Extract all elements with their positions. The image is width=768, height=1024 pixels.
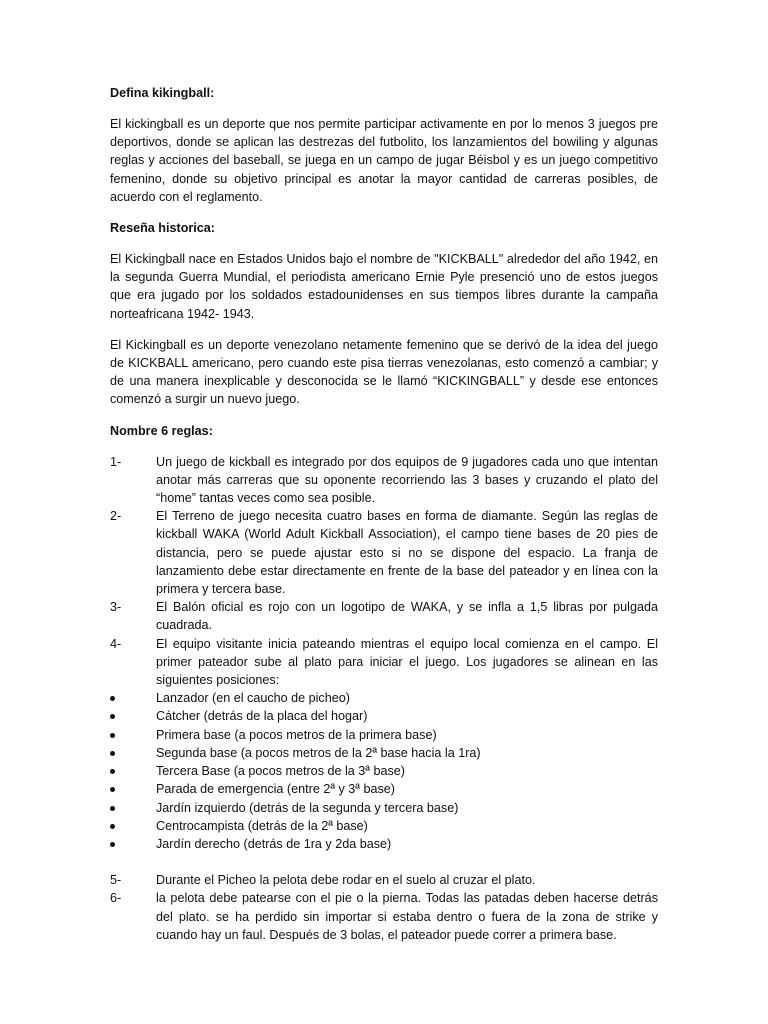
position-text: Parada de emergencia (entre 2ª y 3ª base)	[156, 782, 395, 797]
list-item	[110, 799, 658, 817]
rule-item	[110, 598, 658, 634]
position-text: Tercera Base (a pocos metros de la 3ª base)	[156, 764, 405, 779]
bullet-icon	[110, 707, 156, 725]
rule-text: la pelota debe patearse con el pie o la pierna. Todas las patadas deben hacerse detrás del plato. se ha perdido sin importar si estaba dentro o fuera de la zona de strike y cuando hay un faul. Después de 3 bolas, el pateador puede correr a primera base.	[156, 891, 658, 942]
list-item	[110, 817, 658, 835]
bullet-icon	[110, 799, 156, 817]
rule-text: El Balón oficial es rojo con un logotipo de WAKA, y se infla a 1,5 libras por pulgada cuadrada.	[156, 600, 658, 633]
position-text: Cátcher (detrás de la placa del hogar)	[156, 709, 368, 724]
list-item	[110, 726, 658, 744]
rules-list-b	[110, 871, 658, 944]
position-text: Jardín izquierdo (detrás de la segunda y tercera base)	[156, 800, 459, 815]
heading-rules: Nombre 6 reglas:	[110, 423, 213, 438]
bullet-icon	[110, 817, 156, 835]
position-text: Lanzador (en el caucho de picheo)	[156, 691, 350, 706]
list-item	[110, 689, 658, 707]
list-item	[110, 780, 658, 798]
rule-item	[110, 453, 658, 508]
bullet-icon	[110, 726, 156, 744]
rules-list-a	[110, 453, 658, 690]
list-item	[110, 762, 658, 780]
spacer	[110, 853, 658, 871]
rule-number: 2-	[110, 509, 122, 524]
bullet-icon	[110, 835, 156, 853]
rule-number: 5-	[110, 873, 122, 888]
paragraph-history-1: El Kickingball nace en Estados Unidos bajo el nombre de "KICKBALL" alrededor del año 1942, en la segunda Guerra Mundial, el periodista americano Ernie Pyle presenció uno de estos juegos que era jugado por los soldados estadounidenses en sus tiempos libres durante la campaña norteafricana 1942- 1943.	[110, 252, 658, 321]
rule-number: 1-	[110, 454, 122, 469]
rule-text: Un juego de kickball es integrado por dos equipos de 9 jugadores cada uno que intentan anotar más carreras que su oponente recorriendo las 3 bases y cruzando el plato del “home” tantas veces como sea posible.	[156, 454, 658, 506]
paragraph-define: El kickingball es un deporte que nos permite participar activamente en por lo menos 3 juegos pre deportivos, donde se aplican las destrezas del futbolito, los lanzamientos del bowiling y algunas reglas y acciones del baseball, se juega en un campo de jugar Béisbol y es un juego competitivo femenino, donde su objetivo principal es anotar la mayor cantidad de carreras posibles, de acuerdo con el reglamento.	[110, 117, 658, 204]
bullet-icon	[110, 689, 156, 707]
positions-list	[110, 689, 658, 853]
heading-define: Defina kikingball:	[110, 86, 215, 100]
list-item	[110, 744, 658, 762]
rule-text: Durante el Picheo la pelota debe rodar en el suelo al cruzar el plato.	[156, 873, 536, 888]
bullet-icon	[110, 744, 156, 762]
rule-text: El Terreno de juego necesita cuatro bases en forma de diamante. Según las reglas de kickball WAKA (World Adult Kickball Association), el campo tiene bases de 20 pies de distancia, pero se puede ajustar esto si no se dispone del espacio. La franja de lanzamiento debe estar directamente en frente de la base del pateador y en línea con la primera y tercera base.	[156, 509, 658, 597]
rule-number: 6-	[110, 891, 122, 906]
rule-item	[110, 635, 658, 690]
position-text: Centrocampista (detrás de la 2ª base)	[156, 818, 368, 833]
list-item	[110, 707, 658, 725]
bullet-icon	[110, 780, 156, 798]
position-text: Segunda base (a pocos metros de la 2ª base hacia la 1ra)	[156, 745, 481, 760]
position-text: Jardín derecho (detrás de 1ra y 2da base)	[156, 836, 392, 851]
rule-item	[110, 871, 658, 889]
paragraph-history-2: El Kickingball es un deporte venezolano netamente femenino que se derivó de la idea del juego de KICKBALL americano, pero cuando este pisa tierras venezolanas, esto comenzó a cambiar; y de una manera inexplicable y desconocida se le llamó “KICKINGBALL” y desde ese entonces comenzó a surgir un nuevo juego.	[110, 337, 658, 407]
rule-number: 3-	[110, 600, 122, 615]
rule-text: El equipo visitante inicia pateando mientras el equipo local comienza en el campo. El primer pateador sube al plato para iniciar el juego. Los jugadores se alinean en las siguientes posiciones:	[156, 636, 658, 688]
rule-item	[110, 889, 658, 944]
rule-number: 4-	[110, 636, 122, 651]
heading-history: Reseña historica:	[110, 221, 215, 236]
bullet-icon	[110, 762, 156, 780]
rule-item	[110, 507, 658, 598]
list-item	[110, 835, 658, 853]
position-text: Primera base (a pocos metros de la primera base)	[156, 727, 437, 742]
